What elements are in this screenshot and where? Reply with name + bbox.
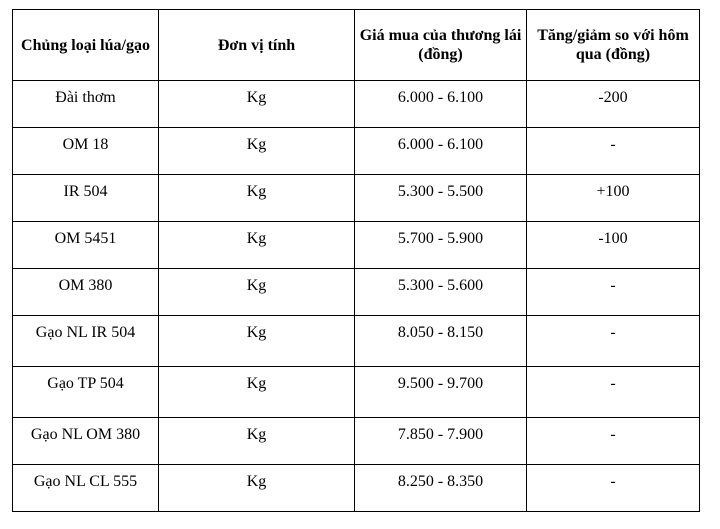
table-row	[13, 128, 700, 175]
cell-unit: Kg	[159, 418, 355, 465]
table-row	[13, 222, 700, 269]
cell-change: -200	[527, 81, 700, 128]
header-unit: Đơn vị tính	[159, 10, 355, 81]
cell-price: 5.700 - 5.900	[355, 222, 527, 269]
cell-change: -	[527, 367, 700, 418]
cell-change: +100	[527, 175, 700, 222]
cell-change: -	[527, 465, 700, 512]
cell-price: 6.000 - 6.100	[355, 81, 527, 128]
cell-rice-type: OM 380	[13, 269, 159, 316]
header-rice-type: Chủng loại lúa/gạo	[13, 10, 159, 81]
cell-unit: Kg	[159, 222, 355, 269]
header-change: Tăng/giảm so với hôm qua (đồng)	[527, 10, 700, 81]
cell-unit: Kg	[159, 81, 355, 128]
cell-unit: Kg	[159, 128, 355, 175]
cell-change: -	[527, 316, 700, 367]
cell-price: 6.000 - 6.100	[355, 128, 527, 175]
cell-unit: Kg	[159, 367, 355, 418]
table-row	[13, 465, 700, 512]
cell-rice-type: IR 504	[13, 175, 159, 222]
cell-change: -	[527, 269, 700, 316]
table-header-row	[13, 10, 700, 81]
cell-price: 7.850 - 7.900	[355, 418, 527, 465]
cell-rice-type: OM 18	[13, 128, 159, 175]
header-trader-price: Giá mua của thương lái (đồng)	[355, 10, 527, 81]
cell-change: -	[527, 128, 700, 175]
cell-unit: Kg	[159, 316, 355, 367]
cell-rice-type: Gạo NL IR 504	[13, 316, 159, 367]
cell-price: 9.500 - 9.700	[355, 367, 527, 418]
cell-price: 8.250 - 8.350	[355, 465, 527, 512]
cell-rice-type: Gạo NL OM 380	[13, 418, 159, 465]
table-row	[13, 316, 700, 367]
cell-rice-type: OM 5451	[13, 222, 159, 269]
cell-unit: Kg	[159, 269, 355, 316]
cell-price: 5.300 - 5.600	[355, 269, 527, 316]
table-row	[13, 367, 700, 418]
cell-rice-type: Gạo NL CL 555	[13, 465, 159, 512]
table-row	[13, 418, 700, 465]
cell-unit: Kg	[159, 175, 355, 222]
cell-price: 5.300 - 5.500	[355, 175, 527, 222]
table-row	[13, 175, 700, 222]
cell-rice-type: Đài thơm	[13, 81, 159, 128]
cell-price: 8.050 - 8.150	[355, 316, 527, 367]
rice-price-table	[12, 9, 700, 512]
table-row	[13, 81, 700, 128]
cell-change: -100	[527, 222, 700, 269]
cell-rice-type: Gạo TP 504	[13, 367, 159, 418]
cell-change: -	[527, 418, 700, 465]
table-row	[13, 269, 700, 316]
cell-unit: Kg	[159, 465, 355, 512]
